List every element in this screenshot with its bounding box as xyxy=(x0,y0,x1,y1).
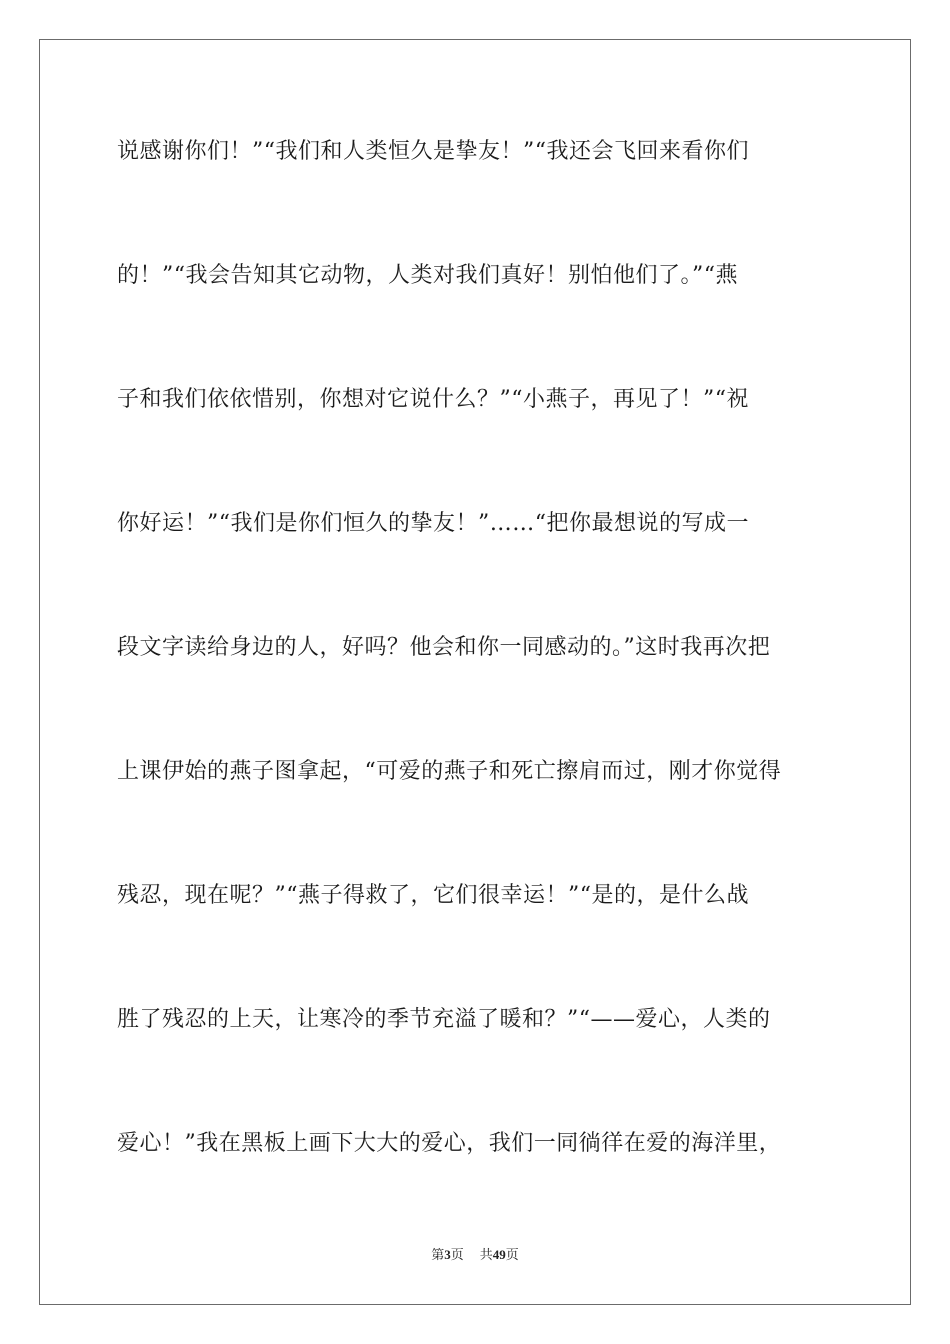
text-line-5: 段文字读给身边的人，好吗？他会和你一同感动的。”这时我再次把 xyxy=(117,635,771,660)
text-line-3: 子和我们依依惜别，你想对它说什么？”“小燕子，再见了！”“祝 xyxy=(117,387,749,412)
page-border xyxy=(39,39,911,1305)
text-line-9: 爱心！”我在黑板上画下大大的爱心，我们一同徜徉在爱的海洋里， xyxy=(117,1131,782,1156)
text-line-4: 你好运！”“我们是你们恒久的挚友！”……“把你最想说的写成一 xyxy=(117,511,749,536)
page-number: 3 xyxy=(444,1247,451,1262)
text-line-7: 残忍，现在呢？”“燕子得救了，它们很幸运！”“是的，是什么战 xyxy=(117,883,749,908)
page-footer xyxy=(0,1246,950,1264)
page-suffix: 页 xyxy=(450,1247,464,1262)
total-prefix: 共 xyxy=(479,1247,493,1262)
text-line-6: 上课伊始的燕子图拿起，“可爱的燕子和死亡擦肩而过，刚才你觉得 xyxy=(117,759,782,784)
total-suffix: 页 xyxy=(505,1247,519,1262)
page-prefix: 第 xyxy=(431,1247,445,1262)
total-pages: 49 xyxy=(492,1247,506,1262)
text-line-8: 胜了残忍的上天，让寒冷的季节充溢了暖和？”“——爱心，人类的 xyxy=(117,1007,771,1032)
text-line-2: 的！”“我会告知其它动物，人类对我们真好！别怕他们了。”“燕 xyxy=(117,263,738,288)
text-line-1: 说感谢你们！”“我们和人类恒久是挚友！”“我还会飞回来看你们 xyxy=(117,139,749,164)
